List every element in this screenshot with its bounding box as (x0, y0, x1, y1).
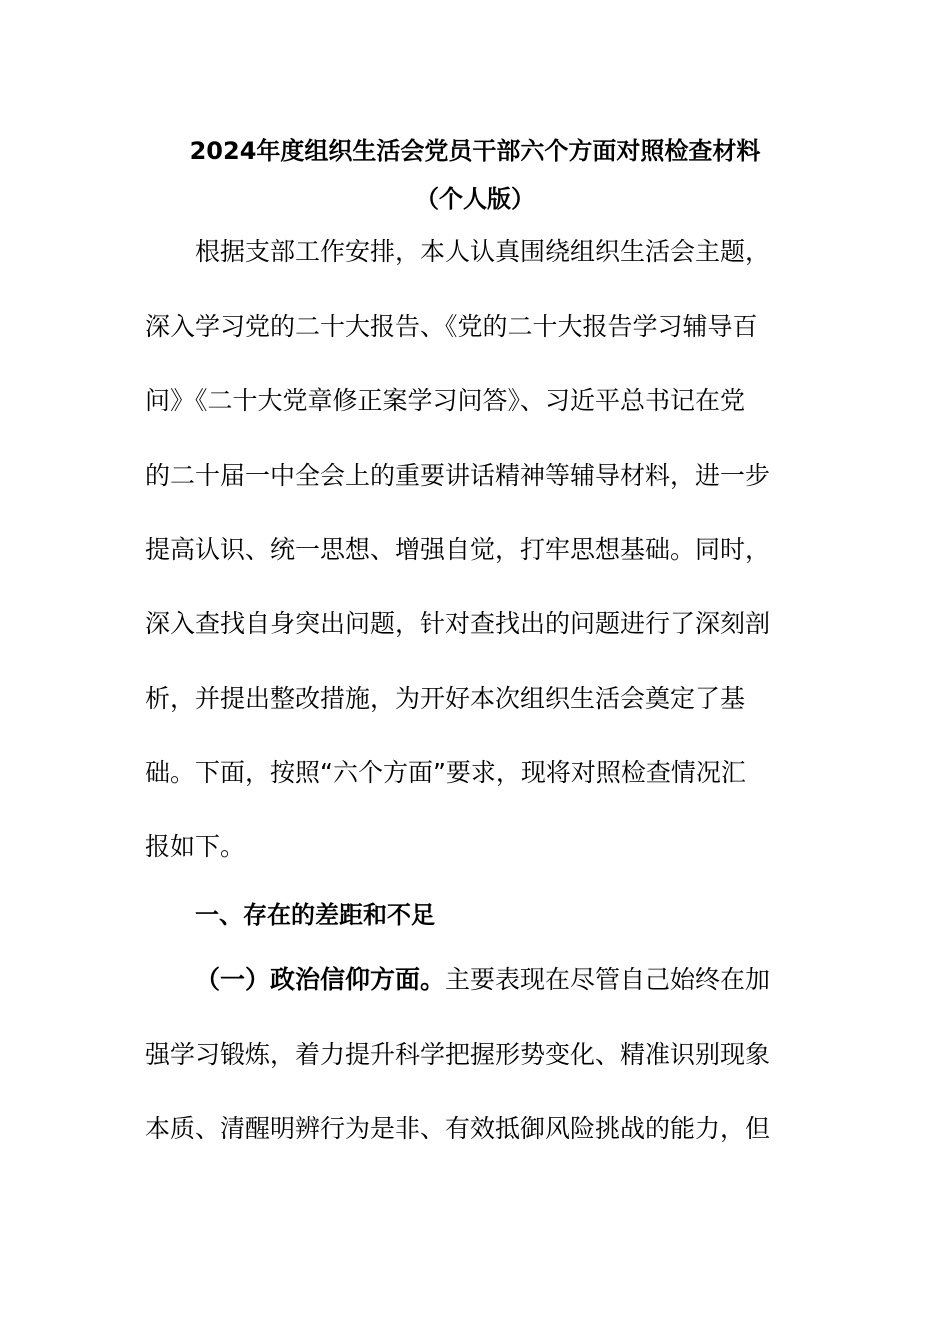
intro-line-4: 的二十届一中全会上的重要讲话精神等辅导材料，进一步 (145, 461, 771, 490)
subsection-first-line (195, 963, 770, 997)
intro-line-2: 深入学习党的二十大报告、《党的二十大报告学习辅导百 (145, 312, 758, 341)
subsection-line-1: 主要表现在尽管自己始终在加 (445, 965, 771, 994)
document-subtitle: （个人版） (415, 185, 535, 213)
intro-line-5: 提高认识、统一思想、增强自觉，打牢思想基础。同时， (145, 535, 771, 564)
subsection-line-3: 本质、清醒明辨行为是非、有效抵御风险挑战的能力，但 (145, 1114, 771, 1143)
intro-line-7: 析，并提出整改措施，为开好本次组织生活会奠定了基 (145, 684, 746, 713)
intro-line-1: 根据支部工作安排，本人认真围绕组织生活会主题， (195, 237, 771, 266)
intro-line-3: 问》《二十大党章修正案学习问答》、习近平总书记在党 (145, 386, 746, 415)
section-heading: 一、存在的差距和不足 (195, 901, 435, 929)
intro-line-8: 础。下面，按照“六个方面”要求，现将对照检查情况汇 (145, 758, 746, 787)
document-title: 2024年度组织生活会党员干部六个方面对照检查材料 (189, 137, 761, 165)
intro-line-6: 深入查找自身突出问题，针对查找出的问题进行了深刻剖 (145, 609, 771, 638)
subsection-label: （一）政治信仰方面。 (195, 965, 446, 994)
subsection-line-2: 强学习锻炼，着力提升科学把握形势变化、精准识别现象 (145, 1040, 771, 1069)
intro-line-9: 报如下。 (145, 832, 246, 861)
